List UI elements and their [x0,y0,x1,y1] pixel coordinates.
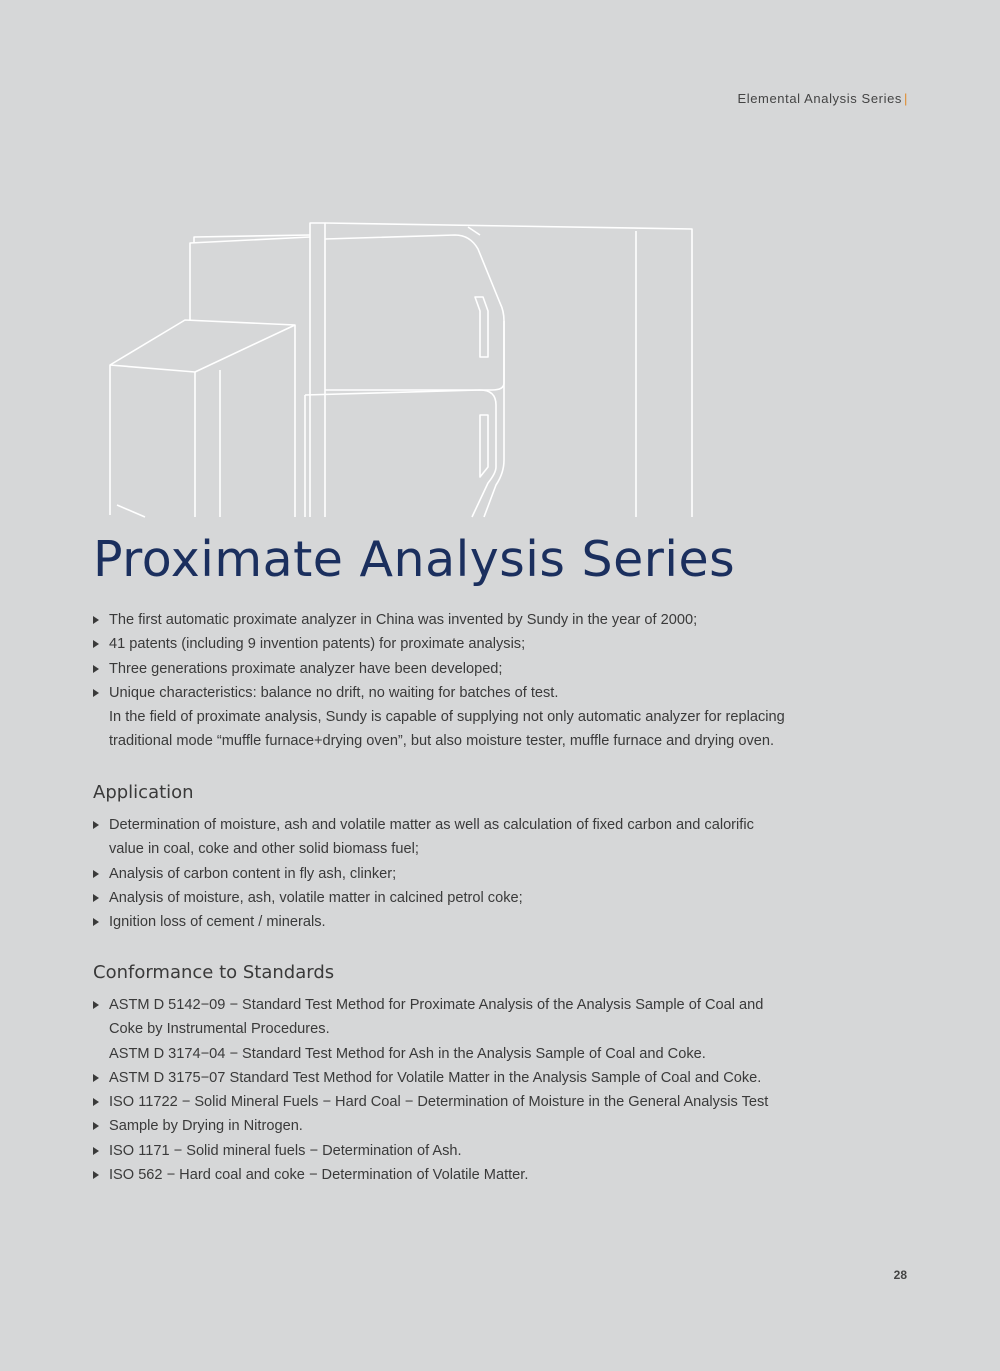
bullet-arrow-icon [93,616,99,624]
bullet-arrow-icon [93,1001,99,1009]
list-item [93,1139,833,1163]
list-item-text: The first automatic proximate analyzer in China was invented by Sundy in the year of 2000; [109,612,698,628]
list-item [93,993,833,1017]
list-item [93,1090,833,1114]
list-item [93,1066,833,1090]
application-section [93,780,833,934]
list-item-text: 41 patents (including 9 invention patents) for proximate analysis; [109,636,526,653]
bullet-arrow-icon [93,665,99,673]
list-item [93,608,833,632]
list-item [93,1114,833,1138]
bullet-arrow-icon [93,1171,99,1179]
header-series-label [737,91,908,106]
header-separator: | [904,91,908,106]
list-item-text: ASTM D 5142−09 − Standard Test Method for Proximate Analysis of the Analysis Sample of Coal and [109,997,764,1013]
header-series-text: Elemental Analysis Series [737,91,903,106]
list-item-continuation: Coke by Instrumental Procedures. [109,1021,330,1038]
bullet-arrow-icon [93,689,99,697]
intro-section [93,608,833,754]
standards-section [93,960,833,1187]
list-item-text: ASTM D 3175−07 Standard Test Method for Volatile Matter in the Analysis Sample of Coal and Coke. [109,1069,762,1086]
page-title: Proximate Analysis Series [93,531,736,588]
list-item [93,886,833,910]
list-item-text: ISO 11722 − Solid Mineral Fuels − Hard Coal − Determination of Moisture in the General Analysis Test [109,1094,769,1111]
bullet-arrow-icon [93,821,99,829]
page-number: 28 [893,1268,907,1282]
intro-paragraph-line: traditional mode “muffle furnace+drying oven”, but also moisture tester, muffle furnace and drying oven. [109,733,775,750]
application-list [93,813,833,934]
list-item-text: Sample by Drying in Nitrogen. [109,1118,303,1135]
bullet-arrow-icon [93,1098,99,1106]
list-item-continuation: value in coal, coke and other solid biomass fuel; [109,841,419,858]
list-item-text: Analysis of carbon content in fly ash, clinker; [109,865,397,882]
bullet-arrow-icon [93,894,99,902]
list-item-text: Three generations proximate analyzer have been developed; [109,660,503,677]
list-item-text: Analysis of moisture, ash, volatile matter in calcined petrol coke; [109,889,523,906]
intro-list [93,608,833,705]
list-item-continuation: ASTM D 3174−04 − Standard Test Method for Ash in the Analysis Sample of Coal and Coke. [109,1045,706,1062]
bullet-arrow-icon [93,870,99,878]
bullet-arrow-icon [93,1074,99,1082]
standards-heading: Conformance to Standards [93,962,335,983]
list-item [93,862,833,886]
list-item [93,632,833,656]
list-item-text: Determination of moisture, ash and volatile matter as well as calculation of fixed carbon and calorific [109,817,754,833]
list-item [93,681,833,705]
list-item [93,1163,833,1187]
bullet-arrow-icon [93,918,99,926]
standards-list [93,993,833,1187]
intro-paragraph-line: In the field of proximate analysis, Sundy is capable of supplying not only automatic analyzer for replacing [109,709,785,726]
bullet-arrow-icon [93,1147,99,1155]
list-item-text: ISO 562 − Hard coal and coke − Determination of Volatile Matter. [109,1167,529,1184]
list-item [93,910,833,934]
list-item [93,813,833,837]
bullet-arrow-icon [93,1122,99,1130]
list-item-text: ISO 1171 − Solid mineral fuels − Determination of Ash. [109,1142,462,1159]
list-item [93,657,833,681]
list-item-text: Ignition loss of cement / minerals. [109,914,326,931]
list-item-text: Unique characteristics: balance no drift, no waiting for batches of test. [109,684,559,701]
bullet-arrow-icon [93,640,99,648]
application-heading: Application [93,782,194,803]
analyzer-line-illustration [100,215,700,520]
